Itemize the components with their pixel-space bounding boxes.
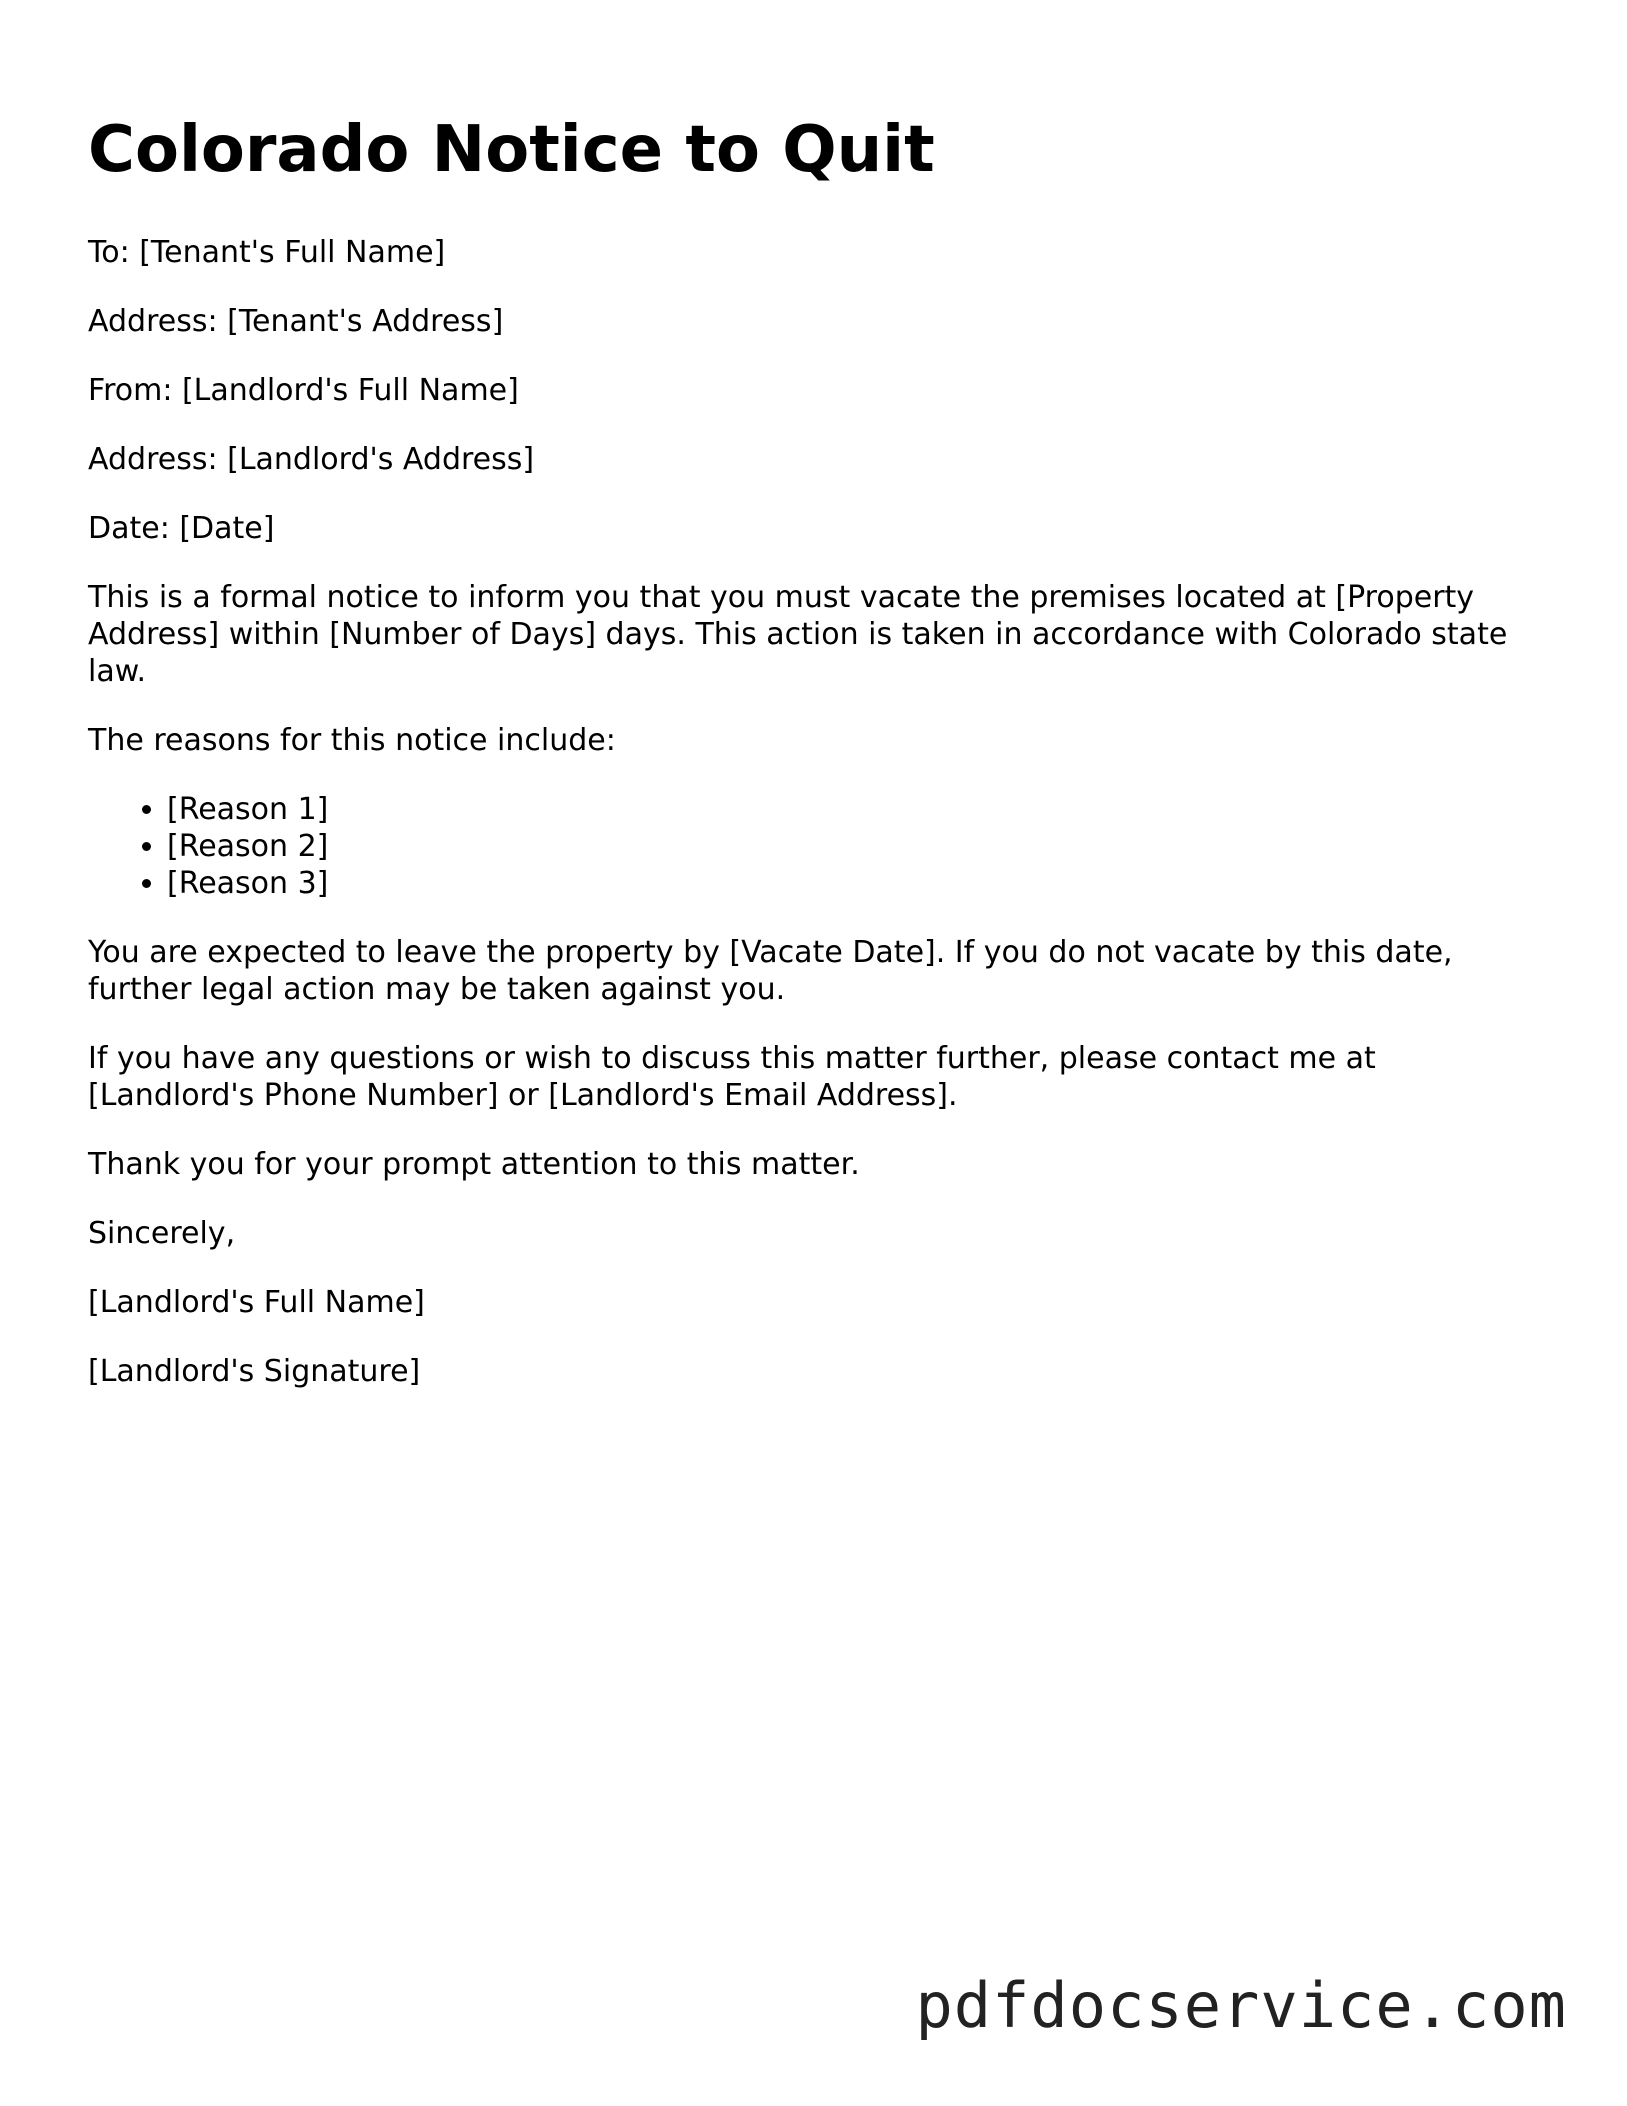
notice-paragraph: This is a formal notice to inform you that you must vacate the premises located at [Property Address] within [Number of Days] days. This action is taken in accordance with Colorado state law. bbox=[88, 580, 1508, 689]
reason-item: • [Reason 1] bbox=[167, 791, 1548, 828]
document-title: Colorado Notice to Quit bbox=[88, 113, 935, 187]
landlord-address-line: Address: [Landlord's Address] bbox=[88, 442, 535, 477]
tenant-address-line: Address: [Tenant's Address] bbox=[88, 304, 504, 339]
reasons-list bbox=[88, 791, 1548, 902]
closing-line: Sincerely, bbox=[88, 1216, 236, 1251]
signature-line: [Landlord's Signature] bbox=[88, 1354, 421, 1389]
vacate-paragraph: You are expected to leave the property by [Vacate Date]. If you do not vacate by this date, further legal action may be taken against you. bbox=[88, 935, 1453, 1007]
thanks-line: Thank you for your prompt attention to this matter. bbox=[88, 1147, 860, 1182]
from-line: From: [Landlord's Full Name] bbox=[88, 373, 519, 408]
reason-item: • [Reason 2] bbox=[167, 828, 1548, 865]
site-watermark: pdfdocservice.com bbox=[915, 1969, 1567, 2042]
signer-name: [Landlord's Full Name] bbox=[88, 1285, 425, 1320]
to-line: To: [Tenant's Full Name] bbox=[88, 235, 446, 270]
date-line: Date: [Date] bbox=[88, 511, 275, 546]
reasons-intro: The reasons for this notice include: bbox=[88, 723, 616, 758]
reason-item: • [Reason 3] bbox=[167, 865, 1548, 902]
document-body bbox=[88, 112, 1548, 1422]
contact-paragraph: If you have any questions or wish to discuss this matter further, please contact me at [Landlord's Phone Number] or [Landlord's Email Address]. bbox=[88, 1041, 1376, 1113]
